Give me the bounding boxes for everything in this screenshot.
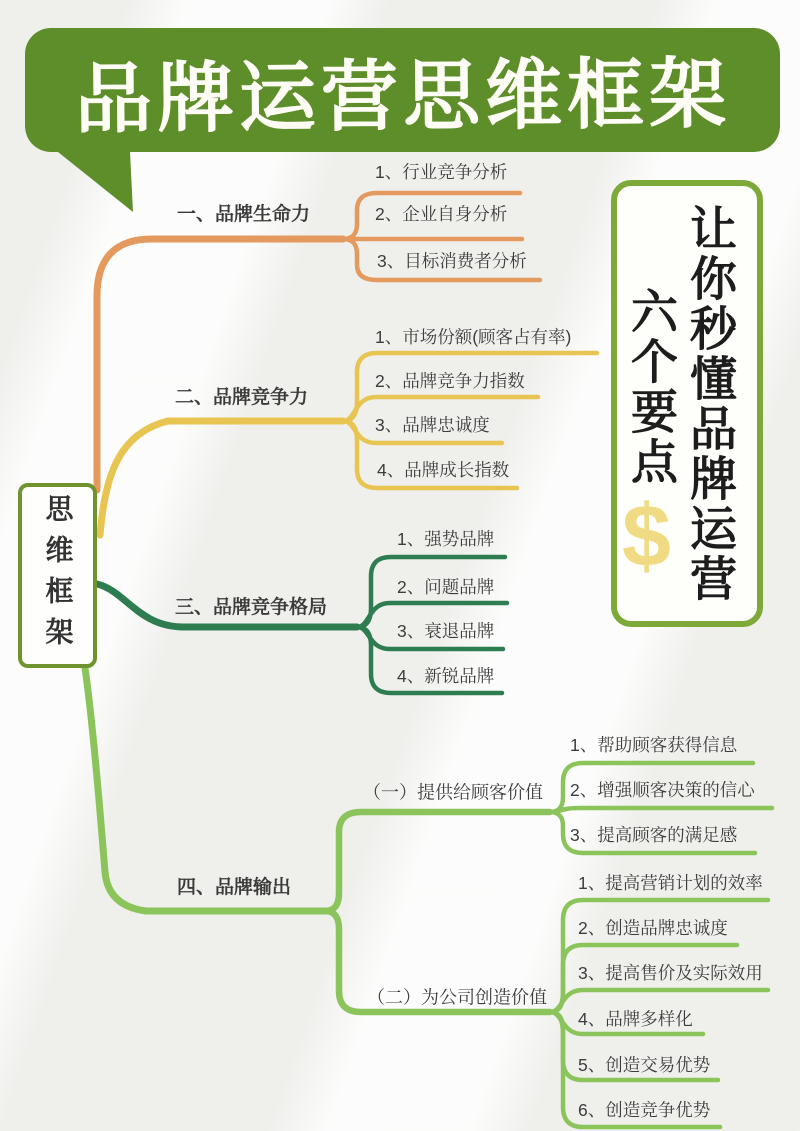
sub1-child2-line	[550, 808, 772, 812]
side-note-sub-text: 六个要点	[625, 287, 678, 487]
sub1-child1: 1、帮助顾客获得信息	[570, 735, 738, 755]
sub1-child2: 2、增强顺客决策的信心	[570, 780, 755, 800]
branch2-child2: 2、品牌竞争力指数	[375, 371, 525, 391]
branch1-child1: 1、行业竞争分析	[375, 162, 508, 182]
branch3-label: 三、品牌竞争格局	[175, 596, 328, 618]
branch1-label: 一、品牌生命力	[177, 203, 311, 225]
branch4-sub2-label: （二）为公司创造价值	[367, 987, 547, 1008]
branch3-child3: 3、衰退品牌	[397, 621, 495, 641]
branch3-child4: 4、新锐品牌	[397, 666, 495, 686]
dollar-icon: $	[622, 486, 671, 585]
page-title: 品牌运营思维框架	[74, 50, 731, 143]
branch4-label: 四、品牌输出	[177, 876, 292, 898]
branch3-child2: 2、问题品牌	[397, 577, 495, 597]
branch2-label: 二、品牌竞争力	[175, 386, 309, 408]
branch4-sub1-label: （一）提供给顾客价值	[363, 782, 543, 803]
branch3-child1: 1、强势品牌	[397, 529, 495, 549]
root-node-label: 思维框架	[42, 493, 74, 658]
branch2-child1: 1、市场份额(顾客占有率)	[375, 327, 572, 347]
branch1-child2: 2、企业自身分析	[375, 204, 508, 224]
sub2-child3: 3、提高售价及实际效用	[578, 963, 763, 983]
root-node	[18, 483, 97, 668]
branch1-child3: 3、目标消费者分析	[377, 251, 527, 271]
title-bubble	[25, 28, 780, 152]
sub2-child6: 6、创造竞争优势	[578, 1100, 711, 1120]
branch4-sub1-line	[325, 812, 550, 911]
sub2-child4: 4、品牌多样化	[578, 1009, 693, 1029]
sub2-child1: 1、提高营销计划的效率	[578, 873, 763, 893]
branch2-child3: 3、品牌忠诚度	[375, 415, 490, 435]
sub1-child3: 3、提高顾客的满足感	[570, 825, 738, 845]
branch2-main-line	[100, 421, 343, 535]
sub2-child2: 2、创造品牌忠诚度	[578, 918, 728, 938]
sub2-child5: 5、创造交易优势	[578, 1055, 711, 1075]
branch2-child4: 4、品牌成长指数	[377, 460, 510, 480]
branch1-main-line	[97, 239, 343, 490]
side-note-main-text: 让你秒懂品牌运营	[684, 204, 737, 604]
